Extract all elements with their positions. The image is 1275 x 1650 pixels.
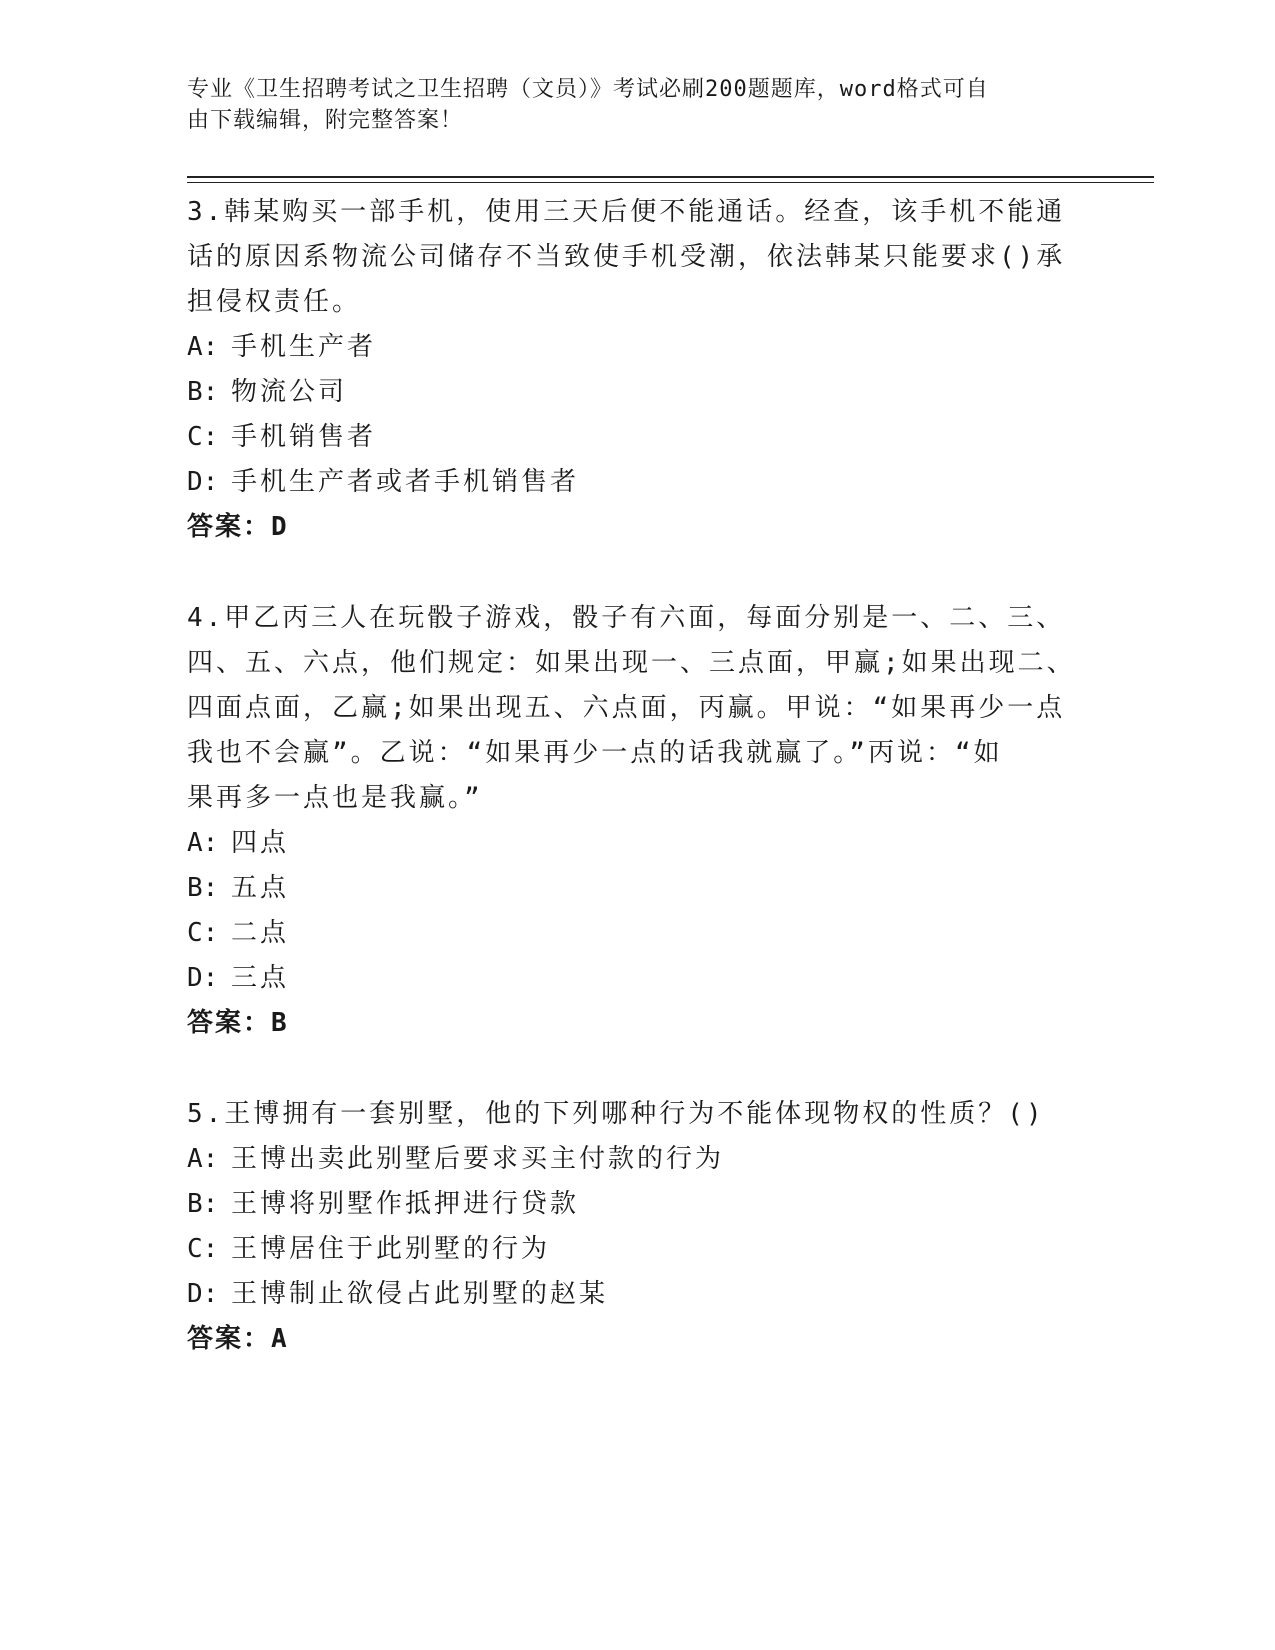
option-letter: D: (187, 963, 219, 993)
option-text: 王博制止欲侵占此别墅的赵某 (231, 1279, 609, 1309)
option-letter: C: (187, 422, 219, 452)
option-d (187, 956, 1087, 1001)
option-d (187, 1272, 1087, 1317)
option-text: 二点 (231, 918, 290, 948)
option-a (187, 325, 1087, 370)
question-5 (187, 1092, 1087, 1362)
question-stem-line: 担侵权责任。 (187, 287, 362, 317)
question-stem-line: 果再多一点也是我赢。” (187, 783, 483, 813)
header-line-1: 专业《卫生招聘考试之卫生招聘（文员）》考试必刷200题题库，word格式可自 (187, 77, 989, 102)
option-text: 手机生产者 (231, 332, 377, 362)
question-stem-line: 我也不会赢”。乙说：“如果再少一点的话我就赢了。”丙说：“如 (187, 738, 1003, 768)
question-stem-line: 四、五、六点，他们规定：如果出现一、三点面，甲赢;如果出现二、 (187, 648, 1076, 678)
answer-line: 答案：D (187, 512, 289, 542)
option-d (187, 460, 1087, 505)
option-letter: D: (187, 1279, 219, 1309)
option-letter: A: (187, 828, 219, 858)
header-divider-thin (187, 182, 1154, 183)
option-text: 物流公司 (231, 377, 348, 407)
question-stem-line: 3.韩某购买一部手机，使用三天后便不能通话。经查，该手机不能通 (187, 197, 1066, 227)
option-text: 王博出卖此别墅后要求买主付款的行为 (231, 1144, 725, 1174)
option-letter: B: (187, 873, 219, 903)
option-text: 手机销售者 (231, 422, 377, 452)
option-b (187, 1182, 1087, 1227)
option-b (187, 866, 1087, 911)
document-header (187, 74, 1087, 136)
question-3 (187, 190, 1087, 550)
question-stem-line: 4.甲乙丙三人在玩骰子游戏，骰子有六面，每面分别是一、二、三、 (187, 603, 1066, 633)
question-stem-line: 四面点面，乙赢;如果出现五、六点面，丙赢。甲说：“如果再少一点 (187, 693, 1066, 723)
option-letter: C: (187, 918, 219, 948)
header-divider-thick (187, 176, 1154, 178)
option-a (187, 821, 1087, 866)
option-c (187, 415, 1087, 460)
option-text: 王博将别墅作抵押进行贷款 (231, 1189, 580, 1219)
option-text: 三点 (231, 963, 290, 993)
option-letter: D: (187, 467, 219, 497)
option-letter: B: (187, 1189, 219, 1219)
option-letter: B: (187, 377, 219, 407)
option-letter: A: (187, 1144, 219, 1174)
answer-line: 答案：B (187, 1008, 289, 1038)
option-text: 五点 (231, 873, 290, 903)
option-a (187, 1137, 1087, 1182)
option-text: 手机生产者或者手机销售者 (231, 467, 580, 497)
header-line-2: 由下载编辑，附完整答案！ (187, 108, 464, 133)
option-c (187, 1227, 1087, 1272)
question-stem-line: 5.王博拥有一套别墅，他的下列哪种行为不能体现物权的性质？() (187, 1099, 1045, 1129)
option-text: 王博居住于此别墅的行为 (231, 1234, 551, 1264)
question-stem-line: 话的原因系物流公司储存不当致使手机受潮，依法韩某只能要求()承 (187, 242, 1066, 272)
option-letter: A: (187, 332, 219, 362)
option-letter: C: (187, 1234, 219, 1264)
option-text: 四点 (231, 828, 290, 858)
answer-line: 答案：A (187, 1324, 289, 1354)
question-4 (187, 596, 1087, 1046)
option-b (187, 370, 1087, 415)
option-c (187, 911, 1087, 956)
